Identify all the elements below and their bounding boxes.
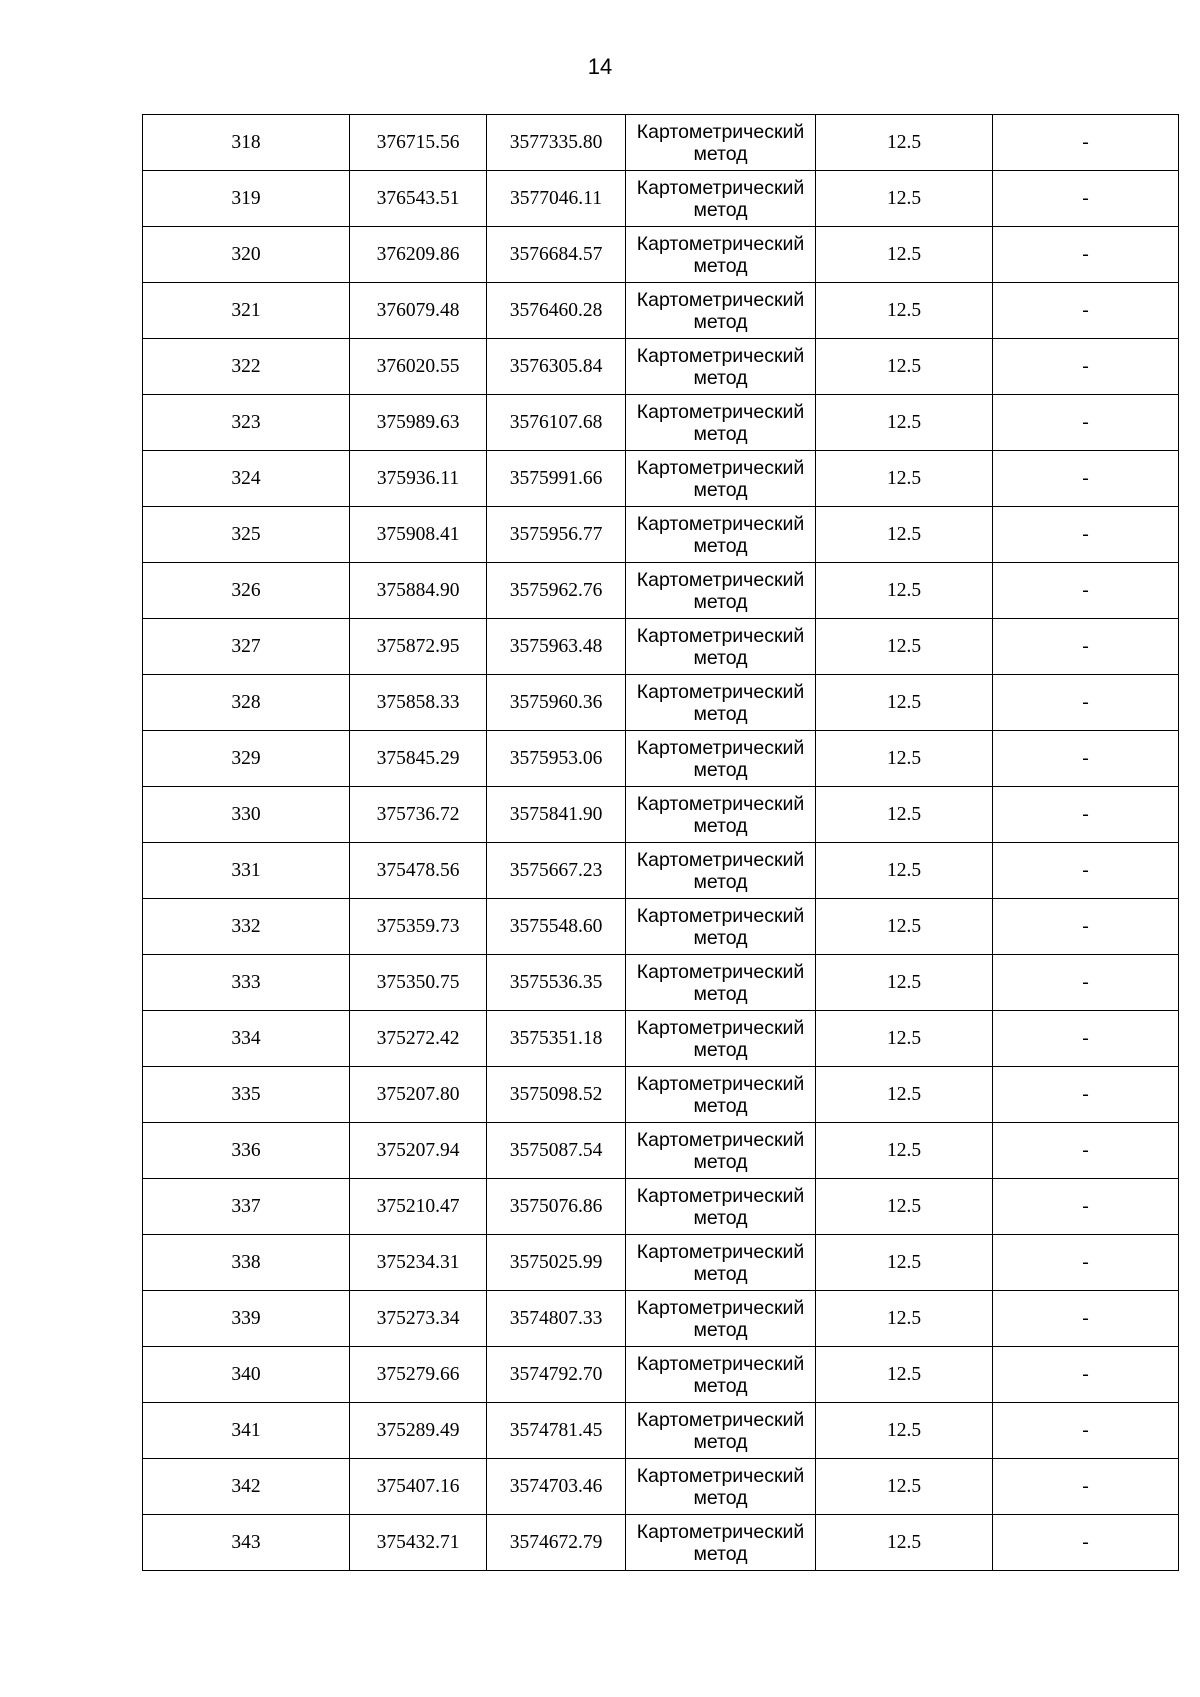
method-line-1: Картометрический [636, 456, 805, 479]
y-coordinate-cell: 3574781.45 [487, 1403, 626, 1459]
x-coordinate-cell: 375289.49 [350, 1403, 487, 1459]
accuracy-cell: 12.5 [816, 899, 993, 955]
method-line-2: метод [693, 646, 748, 669]
y-coordinate-cell: 3575351.18 [487, 1011, 626, 1067]
accuracy-cell: 12.5 [816, 1179, 993, 1235]
method-line-2: метод [693, 422, 748, 445]
note-cell: - [993, 787, 1179, 843]
method-cell [626, 619, 816, 675]
y-coordinate-cell: 3575025.99 [487, 1235, 626, 1291]
method-line-2: метод [693, 1318, 748, 1341]
method-line-2: метод [693, 310, 748, 333]
x-coordinate-cell: 376543.51 [350, 171, 487, 227]
y-coordinate-cell: 3575960.36 [487, 675, 626, 731]
y-coordinate-cell: 3574807.33 [487, 1291, 626, 1347]
method-line-2: метод [693, 982, 748, 1005]
y-coordinate-cell: 3575991.66 [487, 451, 626, 507]
accuracy-cell: 12.5 [816, 1067, 993, 1123]
x-coordinate-cell: 375872.95 [350, 619, 487, 675]
x-coordinate-cell: 375272.42 [350, 1011, 487, 1067]
point-number-cell: 339 [143, 1291, 350, 1347]
point-number-cell: 325 [143, 507, 350, 563]
x-coordinate-cell: 375478.56 [350, 843, 487, 899]
method-cell [626, 339, 816, 395]
method-cell [626, 227, 816, 283]
note-cell: - [993, 1011, 1179, 1067]
x-coordinate-cell: 375273.34 [350, 1291, 487, 1347]
method-line-2: метод [693, 870, 748, 893]
table-row [143, 1067, 1179, 1123]
accuracy-cell: 12.5 [816, 563, 993, 619]
method-line-2: метод [693, 1150, 748, 1173]
x-coordinate-cell: 375884.90 [350, 563, 487, 619]
point-number-cell: 337 [143, 1179, 350, 1235]
table-row [143, 1291, 1179, 1347]
accuracy-cell: 12.5 [816, 1011, 993, 1067]
method-line-2: метод [693, 1430, 748, 1453]
method-line-1: Картометрический [636, 736, 805, 759]
note-cell: - [993, 451, 1179, 507]
table-row [143, 339, 1179, 395]
method-line-2: метод [693, 142, 748, 165]
y-coordinate-cell: 3575953.06 [487, 731, 626, 787]
method-line-1: Картометрический [636, 1072, 805, 1095]
method-cell [626, 1235, 816, 1291]
method-cell [626, 675, 816, 731]
method-line-2: метод [693, 926, 748, 949]
x-coordinate-cell: 375359.73 [350, 899, 487, 955]
method-cell [626, 1123, 816, 1179]
x-coordinate-cell: 375845.29 [350, 731, 487, 787]
x-coordinate-cell: 376079.48 [350, 283, 487, 339]
accuracy-cell: 12.5 [816, 1347, 993, 1403]
point-number-cell: 332 [143, 899, 350, 955]
y-coordinate-cell: 3576107.68 [487, 395, 626, 451]
accuracy-cell: 12.5 [816, 1291, 993, 1347]
x-coordinate-cell: 375350.75 [350, 955, 487, 1011]
method-cell [626, 1347, 816, 1403]
table-row [143, 1347, 1179, 1403]
x-coordinate-cell: 376020.55 [350, 339, 487, 395]
method-line-2: метод [693, 702, 748, 725]
table-row [143, 395, 1179, 451]
point-number-cell: 336 [143, 1123, 350, 1179]
point-number-cell: 320 [143, 227, 350, 283]
y-coordinate-cell: 3576460.28 [487, 283, 626, 339]
table-row [143, 619, 1179, 675]
accuracy-cell: 12.5 [816, 227, 993, 283]
note-cell: - [993, 339, 1179, 395]
coordinates-table [142, 114, 1179, 1571]
y-coordinate-cell: 3575536.35 [487, 955, 626, 1011]
method-cell [626, 1403, 816, 1459]
method-line-1: Картометрический [636, 792, 805, 815]
point-number-cell: 327 [143, 619, 350, 675]
y-coordinate-cell: 3575841.90 [487, 787, 626, 843]
y-coordinate-cell: 3575087.54 [487, 1123, 626, 1179]
point-number-cell: 333 [143, 955, 350, 1011]
method-cell [626, 451, 816, 507]
table-row [143, 227, 1179, 283]
y-coordinate-cell: 3574792.70 [487, 1347, 626, 1403]
table-row [143, 1179, 1179, 1235]
note-cell: - [993, 1291, 1179, 1347]
note-cell: - [993, 1459, 1179, 1515]
y-coordinate-cell: 3575962.76 [487, 563, 626, 619]
note-cell: - [993, 899, 1179, 955]
method-line-1: Картометрический [636, 512, 805, 535]
y-coordinate-cell: 3575963.48 [487, 619, 626, 675]
table-row [143, 1123, 1179, 1179]
table-row [143, 675, 1179, 731]
method-line-1: Картометрический [636, 624, 805, 647]
point-number-cell: 326 [143, 563, 350, 619]
method-line-2: метод [693, 534, 748, 557]
method-cell [626, 843, 816, 899]
method-line-1: Картометрический [636, 680, 805, 703]
method-cell [626, 1291, 816, 1347]
table-row [143, 955, 1179, 1011]
method-cell [626, 115, 816, 171]
note-cell: - [993, 1067, 1179, 1123]
point-number-cell: 338 [143, 1235, 350, 1291]
table-row [143, 451, 1179, 507]
point-number-cell: 343 [143, 1515, 350, 1571]
accuracy-cell: 12.5 [816, 1403, 993, 1459]
x-coordinate-cell: 375736.72 [350, 787, 487, 843]
method-line-1: Картометрический [636, 848, 805, 871]
method-line-2: метод [693, 1486, 748, 1509]
x-coordinate-cell: 375279.66 [350, 1347, 487, 1403]
method-cell [626, 1179, 816, 1235]
y-coordinate-cell: 3576305.84 [487, 339, 626, 395]
method-line-2: метод [693, 366, 748, 389]
method-cell [626, 1459, 816, 1515]
method-line-1: Картометрический [636, 960, 805, 983]
note-cell: - [993, 1403, 1179, 1459]
method-line-1: Картометрический [636, 1128, 805, 1151]
y-coordinate-cell: 3574703.46 [487, 1459, 626, 1515]
point-number-cell: 328 [143, 675, 350, 731]
x-coordinate-cell: 375936.11 [350, 451, 487, 507]
method-line-2: метод [693, 1038, 748, 1061]
y-coordinate-cell: 3575076.86 [487, 1179, 626, 1235]
point-number-cell: 318 [143, 115, 350, 171]
y-coordinate-cell: 3574672.79 [487, 1515, 626, 1571]
table-row [143, 731, 1179, 787]
method-cell [626, 1515, 816, 1571]
note-cell: - [993, 1347, 1179, 1403]
method-cell [626, 395, 816, 451]
y-coordinate-cell: 3575667.23 [487, 843, 626, 899]
table-row [143, 1011, 1179, 1067]
note-cell: - [993, 1123, 1179, 1179]
table-row [143, 115, 1179, 171]
method-cell [626, 171, 816, 227]
accuracy-cell: 12.5 [816, 507, 993, 563]
method-cell [626, 563, 816, 619]
method-line-2: метод [693, 198, 748, 221]
table-row [143, 787, 1179, 843]
accuracy-cell: 12.5 [816, 731, 993, 787]
point-number-cell: 329 [143, 731, 350, 787]
x-coordinate-cell: 375207.94 [350, 1123, 487, 1179]
accuracy-cell: 12.5 [816, 1515, 993, 1571]
method-cell [626, 1011, 816, 1067]
accuracy-cell: 12.5 [816, 115, 993, 171]
point-number-cell: 324 [143, 451, 350, 507]
accuracy-cell: 12.5 [816, 451, 993, 507]
note-cell: - [993, 1179, 1179, 1235]
method-line-1: Картометрический [636, 1464, 805, 1487]
x-coordinate-cell: 375207.80 [350, 1067, 487, 1123]
x-coordinate-cell: 375234.31 [350, 1235, 487, 1291]
method-line-2: метод [693, 1542, 748, 1565]
accuracy-cell: 12.5 [816, 339, 993, 395]
accuracy-cell: 12.5 [816, 843, 993, 899]
x-coordinate-cell: 375858.33 [350, 675, 487, 731]
method-cell [626, 899, 816, 955]
point-number-cell: 330 [143, 787, 350, 843]
table-row [143, 1459, 1179, 1515]
method-line-1: Картометрический [636, 1408, 805, 1431]
method-line-1: Картометрический [636, 1520, 805, 1543]
point-number-cell: 323 [143, 395, 350, 451]
y-coordinate-cell: 3575548.60 [487, 899, 626, 955]
x-coordinate-cell: 375210.47 [350, 1179, 487, 1235]
table-row [143, 563, 1179, 619]
point-number-cell: 335 [143, 1067, 350, 1123]
point-number-cell: 342 [143, 1459, 350, 1515]
method-line-1: Картометрический [636, 176, 805, 199]
x-coordinate-cell: 376715.56 [350, 115, 487, 171]
method-cell [626, 283, 816, 339]
method-line-2: метод [693, 814, 748, 837]
point-number-cell: 331 [143, 843, 350, 899]
y-coordinate-cell: 3577046.11 [487, 171, 626, 227]
method-line-1: Картометрический [636, 1016, 805, 1039]
y-coordinate-cell: 3576684.57 [487, 227, 626, 283]
point-number-cell: 341 [143, 1403, 350, 1459]
accuracy-cell: 12.5 [816, 1235, 993, 1291]
note-cell: - [993, 171, 1179, 227]
method-cell [626, 507, 816, 563]
note-cell: - [993, 675, 1179, 731]
point-number-cell: 334 [143, 1011, 350, 1067]
method-line-1: Картометрический [636, 904, 805, 927]
note-cell: - [993, 115, 1179, 171]
method-cell [626, 787, 816, 843]
x-coordinate-cell: 375407.16 [350, 1459, 487, 1515]
note-cell: - [993, 731, 1179, 787]
accuracy-cell: 12.5 [816, 619, 993, 675]
point-number-cell: 321 [143, 283, 350, 339]
x-coordinate-cell: 376209.86 [350, 227, 487, 283]
table-row [143, 507, 1179, 563]
accuracy-cell: 12.5 [816, 955, 993, 1011]
method-line-1: Картометрический [636, 1184, 805, 1207]
method-cell [626, 1067, 816, 1123]
method-line-2: метод [693, 758, 748, 781]
method-line-2: метод [693, 478, 748, 501]
method-cell [626, 731, 816, 787]
note-cell: - [993, 563, 1179, 619]
method-line-1: Картометрический [636, 400, 805, 423]
accuracy-cell: 12.5 [816, 675, 993, 731]
table-row [143, 1235, 1179, 1291]
y-coordinate-cell: 3575956.77 [487, 507, 626, 563]
method-line-2: метод [693, 254, 748, 277]
note-cell: - [993, 619, 1179, 675]
table-row [143, 899, 1179, 955]
table-row [143, 843, 1179, 899]
table-row [143, 1403, 1179, 1459]
method-line-1: Картометрический [636, 288, 805, 311]
y-coordinate-cell: 3577335.80 [487, 115, 626, 171]
method-line-1: Картометрический [636, 344, 805, 367]
method-line-1: Картометрический [636, 1296, 805, 1319]
x-coordinate-cell: 375432.71 [350, 1515, 487, 1571]
method-line-2: метод [693, 1374, 748, 1397]
accuracy-cell: 12.5 [816, 171, 993, 227]
accuracy-cell: 12.5 [816, 283, 993, 339]
method-line-1: Картометрический [636, 120, 805, 143]
table-row [143, 171, 1179, 227]
point-number-cell: 322 [143, 339, 350, 395]
method-line-1: Картометрический [636, 1352, 805, 1375]
method-cell [626, 955, 816, 1011]
note-cell: - [993, 283, 1179, 339]
method-line-2: метод [693, 1262, 748, 1285]
point-number-cell: 340 [143, 1347, 350, 1403]
note-cell: - [993, 955, 1179, 1011]
method-line-1: Картометрический [636, 1240, 805, 1263]
note-cell: - [993, 1235, 1179, 1291]
note-cell: - [993, 1515, 1179, 1571]
table-row [143, 1515, 1179, 1571]
note-cell: - [993, 227, 1179, 283]
y-coordinate-cell: 3575098.52 [487, 1067, 626, 1123]
table-row [143, 283, 1179, 339]
note-cell: - [993, 507, 1179, 563]
point-number-cell: 319 [143, 171, 350, 227]
x-coordinate-cell: 375989.63 [350, 395, 487, 451]
accuracy-cell: 12.5 [816, 1123, 993, 1179]
accuracy-cell: 12.5 [816, 787, 993, 843]
note-cell: - [993, 395, 1179, 451]
method-line-2: метод [693, 590, 748, 613]
accuracy-cell: 12.5 [816, 395, 993, 451]
coordinates-table-body [143, 115, 1179, 1571]
page-number: 14 [587, 54, 613, 79]
method-line-1: Картометрический [636, 568, 805, 591]
note-cell: - [993, 843, 1179, 899]
x-coordinate-cell: 375908.41 [350, 507, 487, 563]
method-line-2: метод [693, 1206, 748, 1229]
accuracy-cell: 12.5 [816, 1459, 993, 1515]
method-line-2: метод [693, 1094, 748, 1117]
method-line-1: Картометрический [636, 232, 805, 255]
